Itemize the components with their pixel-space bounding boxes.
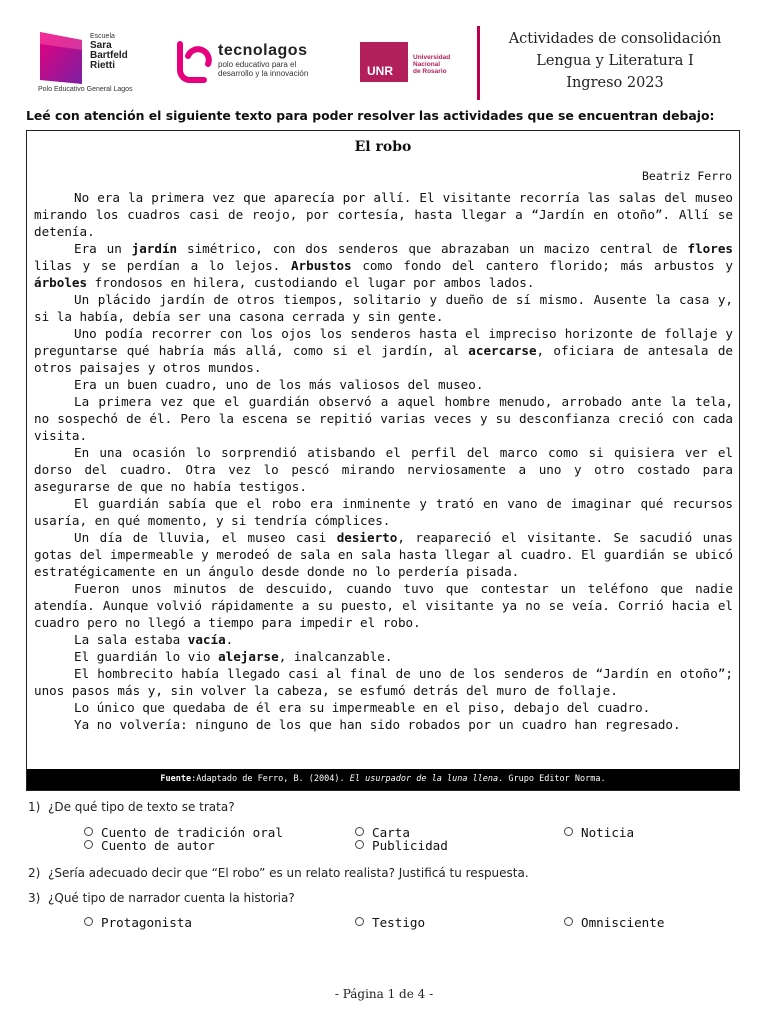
source-book-title: El usurpador de la luna llena (349, 774, 499, 784)
sara-bartfeld-logo (38, 30, 146, 94)
tecnolagos-tagline-2: desarrollo y la innovación (218, 69, 309, 78)
story-paragraph (34, 291, 733, 325)
q3-option-protagonista[interactable] (84, 915, 192, 930)
source-citation (27, 769, 739, 790)
paragraph-text: Uno podía recorrer con los ojos los senderos hasta el impreciso horizonte de follaje y preguntarse qué habría más allá, como si el jardín, al (34, 326, 733, 358)
tecnolagos-name: tecnolagos (218, 42, 308, 59)
header-divider (477, 26, 480, 100)
reading-instruction: Leé con atención el siguiente texto para poder resolver las actividades que se encuentran debajo: (26, 108, 715, 123)
paragraph-text: Lo único que quedaba de él era su impermeable en el piso, debajo del cuadro. (74, 700, 651, 715)
source-text-after: . Grupo Editor Norma. (498, 774, 606, 784)
paragraph-text: Un plácido jardín de otros tiempos, solitario y dueño de sí mismo. Ausente la casa y, si la había, debía ser una casona cerrada y sin gente. (34, 292, 733, 324)
tecnolagos-logo (174, 40, 334, 84)
radio-circle-icon (84, 827, 93, 836)
paragraph-text: Ya no volvería: ninguno de los que han sido robados por un cuadro han regresado. (74, 717, 681, 732)
story-paragraph (34, 189, 733, 240)
sara-logo-sub: Polo Educativo General Lagos (38, 86, 133, 93)
story-paragraph (34, 444, 733, 495)
radio-circle-icon (355, 917, 364, 926)
q3-option-omnisciente[interactable] (564, 915, 664, 930)
source-label: Fuente (160, 774, 192, 784)
paragraph-text: Un día de lluvia, el museo casi (74, 530, 337, 545)
paragraph-text: Era un buen cuadro, uno de los más valiosos del museo. (74, 377, 484, 392)
story-paragraph (34, 325, 733, 376)
question-2-number: 2) (28, 866, 41, 880)
question-1-number: 1) (28, 800, 41, 814)
header-title-line-2: Lengua y Literatura I (536, 53, 694, 69)
question-1 (28, 800, 235, 814)
paragraph-text: Era un (74, 241, 132, 256)
header-title-line-3: Ingreso 2023 (566, 75, 664, 91)
question-3-number: 3) (28, 891, 41, 905)
unr-line-1: Universidad (413, 54, 451, 61)
unr-mark-text: UNR (367, 64, 393, 78)
unr-logo (360, 42, 470, 82)
story-paragraph (34, 240, 733, 291)
story-paragraph (34, 631, 733, 648)
document-header-title (490, 28, 740, 94)
question-2-text: ¿Sería adecuado decir que “El robo” es un relato realista? Justificá tu respuesta. (48, 866, 529, 880)
unr-logo-text (413, 54, 450, 75)
paragraph-text: No era la primera vez que aparecía por allí. El visitante recorría las salas del museo mirando los cuadros casi de reojo, por cortesía, hasta llegar a “Jardín en otoño”. Allí se detenía. (34, 190, 733, 239)
option-label: Omnisciente (581, 915, 665, 930)
highlighted-word: flores (687, 241, 733, 256)
story-author: Beatriz Ferro (641, 169, 732, 183)
option-label: Publicidad (372, 838, 448, 853)
paragraph-text: El guardián sabía que el robo era inminente y trató en vano de imaginar qué recursos usaría, en qué momento, y si tendría cómplices. (34, 496, 733, 528)
story-title: El robo (354, 139, 412, 155)
story-paragraph (34, 376, 733, 393)
unr-mark (360, 42, 408, 82)
story-paragraph (34, 648, 733, 665)
question-3-text: ¿Qué tipo de narrador cuenta la historia? (48, 891, 295, 905)
paragraph-text: La primera vez que el guardián observó a aquel hombre menudo, arrobado ante la tela, no sospechó de él. Pero la escena se repitió varias veces y su desconfianza creció con cada visita. (34, 394, 733, 443)
option-label: Carta (372, 825, 410, 840)
highlighted-word: vacía (187, 632, 226, 647)
story-paragraph (34, 716, 733, 733)
option-label: Protagonista (101, 915, 192, 930)
question-3 (28, 891, 295, 905)
story-paragraph (34, 529, 733, 580)
radio-circle-icon (564, 827, 573, 836)
option-label: Cuento de autor (101, 838, 215, 853)
radio-circle-icon (355, 840, 364, 849)
option-label: Testigo (372, 915, 426, 930)
sara-logo-text (90, 32, 128, 71)
paragraph-text: . (225, 632, 234, 647)
paragraph-text: simétrico, con dos senderos que abrazaban un macizo central de (177, 241, 688, 256)
sara-logo-school: Escuela (90, 33, 115, 40)
unr-line-2: Nacional (413, 61, 441, 68)
paragraph-text: El hombrecito había llegado casi al final de uno de los senderos de “Jardín en otoño”; unos pasos más y, sin volver la cabeza, se esfumó detrás del muro de follaje. (34, 666, 733, 698)
sara-logo-mark-icon (38, 30, 88, 84)
tecnolagos-mark-icon (174, 40, 214, 84)
highlighted-word: Arbustos (290, 258, 352, 273)
q1-option-noticia[interactable] (564, 825, 634, 840)
sara-logo-name-3: Rietti (90, 60, 115, 71)
paragraph-text: , oficiara de antesala de otros paisajes y otros mundos. (34, 343, 733, 375)
paragraph-text: lilas y se perdían a lo lejos. (34, 258, 291, 273)
paragraph-text: Fueron unos minutos de descuido, cuando tuvo que contestar un teléfono que nadie atendía. Aunque volvió rápidamente a su puesto, el visitante ya no se veía. Corrió hacia el cuadro pero no llegó a tiempo para impedir el robo. (34, 581, 733, 630)
paragraph-text: El guardián lo vio (74, 649, 219, 664)
source-text-before: :Adaptado de Ferro, B. (2004). (191, 774, 350, 784)
radio-circle-icon (84, 840, 93, 849)
q3-option-testigo[interactable] (355, 915, 425, 930)
option-label: Noticia (581, 825, 635, 840)
paragraph-text: frondosos en hilera, custodiando el lugar por ambos lados. (87, 275, 535, 290)
story-paragraph (34, 393, 733, 444)
option-label: Cuento de tradición oral (101, 825, 283, 840)
q1-option-publicidad[interactable] (355, 838, 448, 853)
highlighted-word: acercarse (468, 343, 537, 358)
header-title-line-1: Actividades de consolidación (508, 31, 722, 47)
paragraph-text: como fondo del cantero florido; más arbustos y (351, 258, 734, 273)
q1-option-cuento-de-autor[interactable] (84, 838, 215, 853)
story-paragraph (34, 495, 733, 529)
radio-circle-icon (355, 827, 364, 836)
highlighted-word: alejarse (218, 649, 279, 664)
highlighted-word: árboles (34, 275, 88, 290)
sara-logo-name-2: Bartfeld (90, 50, 128, 61)
question-2 (28, 866, 529, 880)
story-box (26, 130, 740, 791)
highlighted-word: jardín (131, 241, 178, 256)
radio-circle-icon (84, 917, 93, 926)
story-paragraph (34, 665, 733, 699)
story-body (34, 189, 733, 733)
story-paragraph (34, 699, 733, 716)
tecnolagos-tagline (218, 60, 308, 78)
tecnolagos-tagline-1: polo educativo para el (218, 60, 297, 69)
paragraph-text: En una ocasión lo sorprendió atisbando el perfil del marco como si quisiera ver el dorso del cuadro. Otra vez lo pescó mirando nerviosamente a uno y otro costado para asegurarse de que no había testigos. (34, 445, 733, 494)
question-1-text: ¿De qué tipo de texto se trata? (48, 800, 235, 814)
paragraph-text: , inalcanzable. (278, 649, 393, 664)
radio-circle-icon (564, 917, 573, 926)
paragraph-text: , reapareció el visitante. Se sacudió unas gotas del impermeable y merodeó de sala en sala hasta llegar al cuadro. El guardián se ubicó estratégicamente en un ángulo desde donde no lo perdería pisada. (34, 530, 733, 579)
sara-logo-name-1: Sara (90, 40, 112, 51)
page-footer: - Página 1 de 4 - (334, 987, 434, 1001)
paragraph-text: La sala estaba (74, 632, 188, 647)
highlighted-word: desierto (336, 530, 398, 545)
story-paragraph (34, 580, 733, 631)
unr-line-3: de Rosario (413, 68, 447, 75)
